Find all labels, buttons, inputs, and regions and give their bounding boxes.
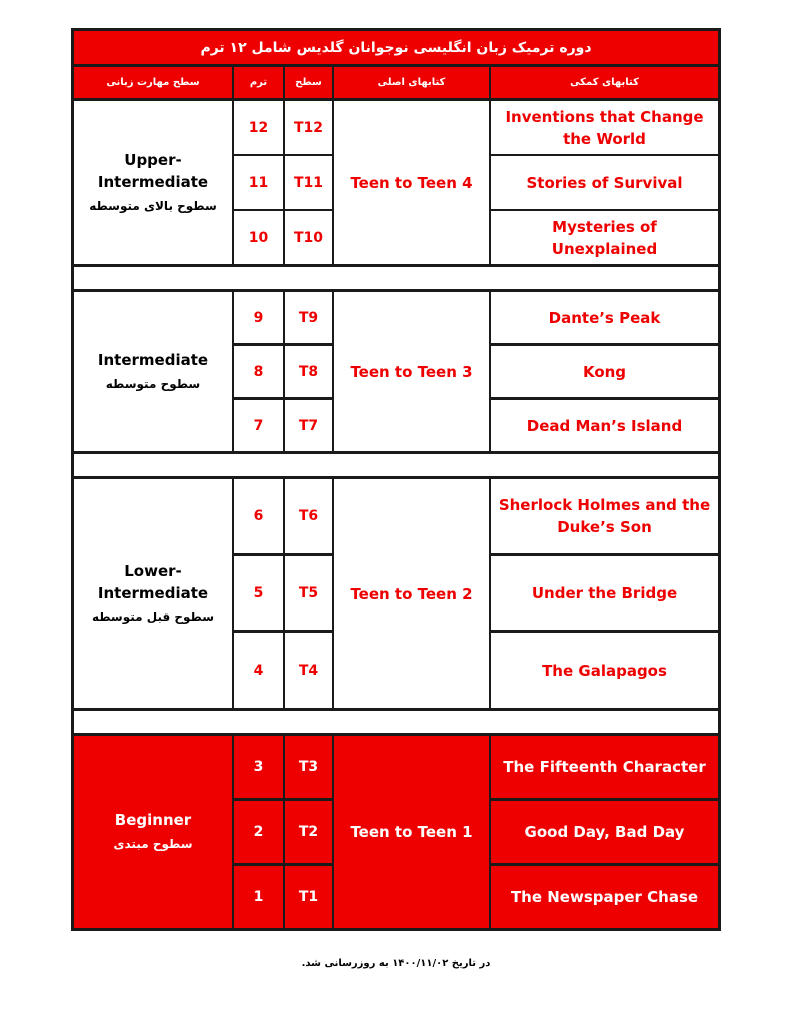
- header-supplementary-books: کتابهای کمکی: [491, 67, 718, 98]
- header-level: سطح: [285, 67, 332, 98]
- level-code-cell: T4: [285, 633, 332, 708]
- level-cell-intermediate: [74, 292, 232, 451]
- level-code-cell: T3: [285, 736, 332, 798]
- level-code-cell: T10: [285, 211, 332, 264]
- term-cell: 3: [234, 736, 283, 798]
- level-cell-upper-intermediate: [74, 101, 232, 264]
- supplementary-book-cell: The Fifteenth Character: [491, 736, 718, 798]
- level-name-en: Upper-Intermediate: [97, 150, 209, 191]
- level-code-cell: T11: [285, 156, 332, 209]
- term-cell: 1: [234, 866, 283, 928]
- level-name-en: Lower-Intermediate: [97, 561, 209, 602]
- supplementary-book-cell: Under the Bridge: [491, 556, 718, 630]
- main-book-cell: Teen to Teen 4: [334, 101, 489, 264]
- term-cell: 2: [234, 801, 283, 863]
- supplementary-book-cell: Mysteries of Unexplained: [491, 211, 718, 264]
- level-name-en: Beginner: [114, 811, 192, 829]
- supplementary-book-cell: Sherlock Holmes and the Duke’s Son: [491, 479, 718, 553]
- main-book-cell: Teen to Teen 1: [334, 736, 489, 928]
- header-term: ترم: [234, 67, 283, 98]
- level-code-cell: T6: [285, 479, 332, 553]
- level-name-fa: سطوح متوسطه: [105, 376, 201, 391]
- group-spacer: [74, 454, 718, 476]
- supplementary-book-cell: The Galapagos: [491, 633, 718, 708]
- level-code-cell: T2: [285, 801, 332, 863]
- group-spacer: [74, 711, 718, 733]
- term-cell: 8: [234, 346, 283, 397]
- course-table: [71, 28, 721, 931]
- main-book-cell: Teen to Teen 3: [334, 292, 489, 451]
- level-code-cell: T5: [285, 556, 332, 630]
- update-date-note: در تاریخ ۱۴۰۰/۱۱/۰۲ به روزرسانی شد.: [301, 958, 491, 969]
- supplementary-book-cell: Inventions that Change the World: [491, 101, 718, 154]
- term-cell: 6: [234, 479, 283, 553]
- group-spacer: [74, 267, 718, 289]
- term-cell: 4: [234, 633, 283, 708]
- term-cell: 12: [234, 101, 283, 154]
- main-book-cell: Teen to Teen 2: [334, 479, 489, 708]
- header-main-books: کتابهای اصلی: [334, 67, 489, 98]
- table-title: دوره ترمیک زبان انگلیسی نوجوانان گلدیس شامل ۱۲ ترم: [74, 31, 718, 64]
- supplementary-book-cell: Stories of Survival: [491, 156, 718, 209]
- term-cell: 7: [234, 400, 283, 451]
- term-cell: 5: [234, 556, 283, 630]
- level-code-cell: T7: [285, 400, 332, 451]
- level-name-fa: سطوح قبل متوسطه: [91, 609, 215, 624]
- level-name-fa: سطوح مبتدی: [113, 837, 193, 851]
- level-name-fa: سطوح بالای متوسطه: [89, 198, 217, 213]
- level-name-en: Intermediate: [97, 350, 209, 369]
- supplementary-book-cell: The Newspaper Chase: [491, 866, 718, 928]
- level-cell-beginner: [74, 736, 232, 928]
- level-code-cell: T1: [285, 866, 332, 928]
- level-code-cell: T8: [285, 346, 332, 397]
- supplementary-book-cell: Dante’s Peak: [491, 292, 718, 343]
- level-code-cell: T9: [285, 292, 332, 343]
- level-cell-lower-intermediate: [74, 479, 232, 708]
- term-cell: 9: [234, 292, 283, 343]
- supplementary-book-cell: Dead Man’s Island: [491, 400, 718, 451]
- supplementary-book-cell: Kong: [491, 346, 718, 397]
- header-skill-level: سطح مهارت زبانی: [74, 67, 232, 98]
- term-cell: 10: [234, 211, 283, 264]
- term-cell: 11: [234, 156, 283, 209]
- level-code-cell: T12: [285, 101, 332, 154]
- supplementary-book-cell: Good Day, Bad Day: [491, 801, 718, 863]
